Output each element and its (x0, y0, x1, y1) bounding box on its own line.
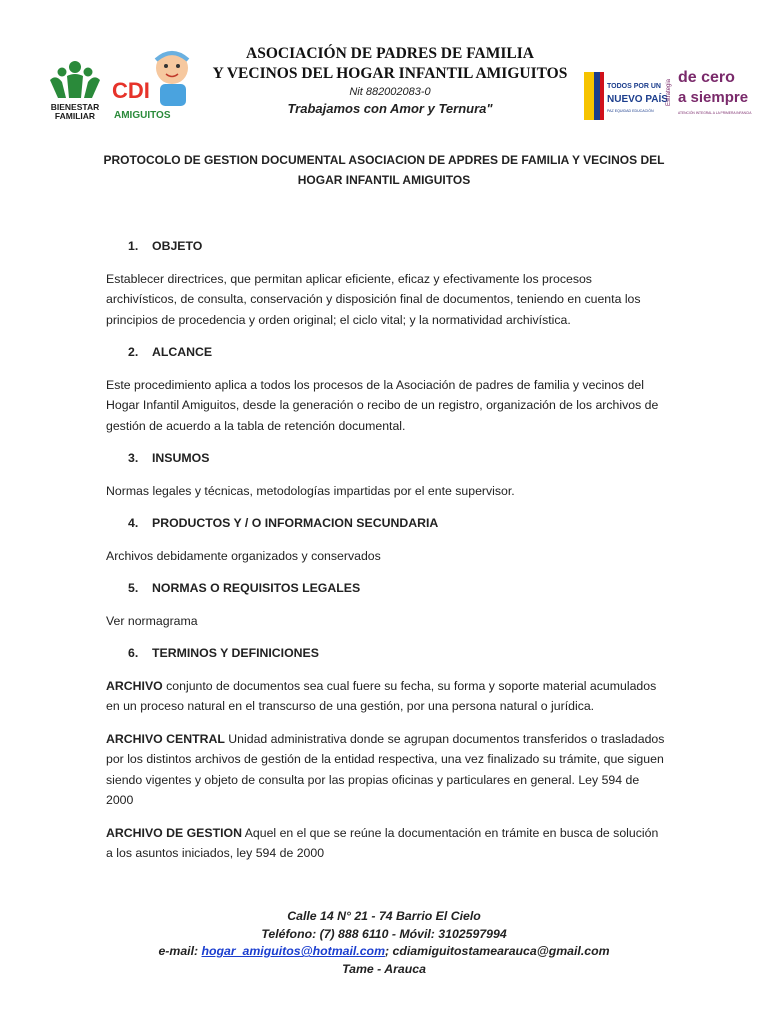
email-link[interactable]: hogar_amiguitos@hotmail.com (201, 944, 386, 958)
cero-logo-tagline: ATENCIÓN INTEGRAL A LA PRIMERA INFANCIA (678, 111, 752, 115)
footer-address: Calle 14 N° 21 - 74 Barrio El Cielo (287, 909, 481, 923)
section-body-productos: Archivos debidamente organizados y conservados (106, 548, 381, 563)
section-number: 4. (128, 516, 139, 530)
definition-text: Aquel en el que se reúne la documentación en trámite en busca de solución a los asuntos iniciados, ley 594 de 2000 (106, 825, 659, 860)
document-body (106, 236, 666, 876)
section-body-objeto: Establecer directrices, que permitan aplicar eficiente, eficaz y efectivamente los procesos archivísticos, de consulta, conservación y disposición final de documentos, teniendo en cuenta los principios de procedencia y orden original; el ciclo vital; y la normatividad archivística. (106, 271, 641, 327)
section-title: INSUMOS (152, 451, 210, 465)
cero-logo-line1: de cero (678, 69, 735, 86)
section-body-alcance: Este procedimiento aplica a todos los procesos de la Asociación de padres de familia y vecinos del Hogar Infantil Amiguitos, desde la generación o recibo de un registro, organización de los archivos de gestión de acuerdo a la tabla de retención documental. (106, 377, 659, 433)
section-title: PRODUCTOS Y / O INFORMACION SECUNDARIA (152, 516, 439, 530)
section-number: 6. (128, 646, 139, 660)
definition-text: Unidad administrativa donde se agrupan documentos transferidos o trasladados por los distintos archivos de gestión de la entidad respectiva, una vez finalizado su trámite, que siguen siendo vigentes y objeto de consulta por las propias oficinas y particulares en general. Ley 594 de 2000 (106, 731, 665, 807)
definition-text: conjunto de documentos sea cual fuere su fecha, su forma y soporte material acumulados en un proceso natural en el transcurso de una gestión, por una persona natural o jurídica. (106, 678, 657, 713)
section-number: 5. (128, 581, 139, 595)
footer-city: Tame - Arauca (342, 961, 426, 976)
section-heading-alcance (128, 342, 666, 363)
section-number: 2. (128, 345, 139, 359)
section-heading-objeto (128, 236, 666, 257)
letterhead-text (190, 44, 590, 117)
letterhead (0, 38, 768, 133)
section-number: 1. (128, 239, 139, 253)
document-title (100, 150, 668, 190)
cdi-logo-subtext: AMIGUITOS (114, 110, 171, 121)
definition-term: ARCHIVO (106, 678, 163, 693)
section-heading-insumos (128, 448, 666, 469)
section-title: OBJETO (152, 239, 203, 253)
section-title: TERMINOS Y DEFINICIONES (152, 646, 319, 660)
document-title-line2: HOGAR INFANTIL AMIGUITOS (297, 173, 471, 187)
document-title-line1: PROTOCOLO DE GESTION DOCUMENTAL ASOCIACION DE APDRES DE FAMILIA Y VECINOS DEL (103, 153, 665, 167)
footer-phone: Teléfono: (7) 888 6110 - Móvil: 3102597994 (261, 926, 507, 941)
definition-archivo (106, 676, 666, 717)
section-heading-productos (128, 513, 666, 534)
definition-archivo-central (106, 729, 666, 811)
definition-term: ARCHIVO DE GESTION (106, 825, 242, 840)
cero-logo-line2: a siempre (678, 89, 749, 106)
cero-logo-vertical: Estrategia (666, 78, 672, 106)
section-number: 3. (128, 451, 139, 465)
email-prefix: e-mail: (158, 944, 202, 958)
footer-email (100, 943, 668, 961)
todos-logo-line1: TODOS POR UN (607, 83, 661, 90)
cdi-logo-text: CDI (112, 78, 150, 103)
bienestar-logo-line1: BIENESTAR (50, 102, 100, 112)
todos-logo-line3: PAZ EQUIDAD EDUCACIÓN (607, 109, 654, 113)
letterhead-footer (100, 908, 668, 978)
email-rest: ; cdiamiguitostamearauca@gmail.com (385, 944, 610, 958)
definition-archivo-de-gestion (106, 823, 666, 864)
bienestar-logo-line2: FAMILIAR (54, 111, 96, 121)
section-heading-normas (128, 578, 666, 599)
organization-name-line2: Y VECINOS DEL HOGAR INFANTIL AMIGUITOS (212, 65, 568, 82)
section-body-normas: Ver normagrama (106, 613, 198, 628)
section-heading-terminos (128, 643, 666, 664)
nit-number: Nit 882002083-0 (349, 86, 431, 98)
section-title: NORMAS O REQUISITOS LEGALES (152, 581, 361, 595)
section-title: ALCANCE (152, 345, 213, 359)
todos-logo-line2: NUEVO PAÍS (607, 94, 668, 105)
section-body-insumos: Normas legales y técnicas, metodologías impartidas por el ente supervisor. (106, 483, 515, 498)
organization-name-line1: ASOCIACIÓN DE PADRES DE FAMILIA (246, 45, 534, 62)
de-cero-a-siempre-logo (664, 60, 750, 124)
slogan: Trabajamos con Amor y Ternura" (287, 101, 493, 116)
bienestar-familiar-logo (46, 58, 104, 122)
definition-term: ARCHIVO CENTRAL (106, 731, 225, 746)
todos-por-un-nuevo-pais-logo (580, 64, 668, 128)
